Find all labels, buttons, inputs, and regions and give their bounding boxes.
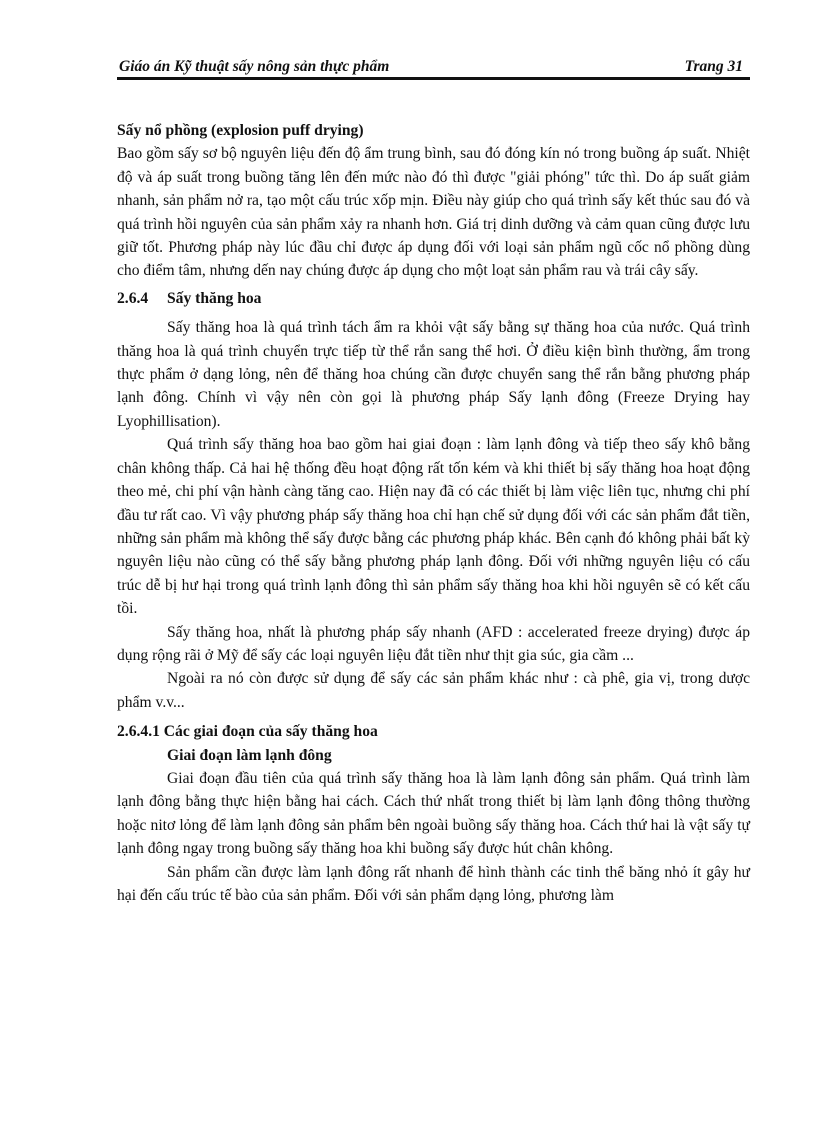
section-heading-2641: 2.6.4.1 Các giai đoạn của sấy thăng hoa [117, 723, 378, 741]
section-number: 2.6.4 [117, 289, 149, 307]
page-number: Trang 31 [684, 58, 743, 75]
paragraph: Sấy thăng hoa là quá trình tách ẩm ra khỏi vật sấy bằng sự thăng hoa của nước. Quá trình thăng hoa là quá trình chuyển trực tiếp từ thể rắn sang thể hơi. Ở điều kiện bình thường, ẩm trong thực phẩm ở dạng lỏng, nên để thăng hoa chúng cần được chuyển sang thể rắn bằng phương pháp lạnh đông. Chính vì vậy nên còn gọi là phương pháp Sấy lạnh đông (Freeze Drying hay Lyophillisation). [117, 319, 750, 430]
header-divider [117, 77, 750, 80]
paragraph: Giai đoạn đầu tiên của quá trình sấy thăng hoa là làm lạnh đông sản phẩm. Quá trình làm lạnh đông bằng thực hiện bằng hai cách. Cách thứ nhất trong thiết bị làm lạnh đông thông thường hoặc nitơ lỏng để làm lạnh đông sản phẩm bên ngoài buồng sấy thăng hoa. Cách thứ hai là vật sấy tự lạnh đông ngay trong buồng sấy thăng hoa khi buồng sấy được hút chân không. [117, 769, 750, 858]
paragraph: Sấy thăng hoa, nhất là phương pháp sấy nhanh (AFD : accelerated freeze drying) được áp dụng rộng rãi ở Mỹ để sấy các loại nguyên liệu đắt tiền như thịt gia súc, gia cầm ... [117, 623, 750, 664]
puff-drying-heading: Sấy nổ phồng (explosion puff drying) [117, 122, 364, 139]
page-body [117, 119, 750, 907]
subsection-heading-freezing: Giai đoạn làm lạnh đông [167, 746, 332, 764]
section-heading-264 [117, 287, 750, 310]
page-header [117, 56, 749, 78]
paragraph: Ngoài ra nó còn được sử dụng để sấy các sản phẩm khác như : cà phê, gia vị, trong dược phẩm v.v... [117, 670, 750, 711]
section-title: Sấy thăng hoa [167, 289, 262, 307]
paragraph: Sản phẩm cần được làm lạnh đông rất nhanh để hình thành các tinh thể băng nhỏ ít gây hư hại đến cấu trúc tế bào của sản phẩm. Đối với sản phẩm dạng lỏng, phương làm [117, 863, 750, 904]
paragraph: Quá trình sấy thăng hoa bao gồm hai giai đoạn : làm lạnh đông và tiếp theo sấy khô bằng chân không thấp. Cả hai hệ thống đều hoạt động rất tốn kém và khi thiết bị sấy thăng hoa hoạt động theo mẻ, chi phí vận hành càng tăng cao. Hiện nay đã có các thiết bị làm việc liên tục, nhưng chi phí đầu tư rất cao. Vì vậy phương pháp sấy thăng hoa chỉ hạn chế sử dụng đối với các sản phẩm đắt tiền, những sản phẩm mà không thể sấy được bằng các phương pháp khác. Bên cạnh đó không phải bất kỳ nguyên liệu nào cũng có thể sấy bằng phương pháp lạnh đông. Đối với những nguyên liệu có cấu trúc dễ bị hư hại trong quá trình lạnh đông thì sản phẩm sấy thăng hoa khi hồi nguyên sẽ có kết cấu tồi. [117, 436, 750, 618]
puff-drying-paragraph: Bao gồm sấy sơ bộ nguyên liệu đến độ ẩm trung bình, sau đó đóng kín nó trong buồng áp suất. Nhiệt độ và áp suất trong buồng tăng lên đến mức nào đó thì được "giải phóng" tức thì. Do áp suất giảm nhanh, sản phẩm nở ra, tạo một cấu trúc xốp mịn. Điều này giúp cho quá trình sấy kết thúc sau đó và quá trình hồi nguyên của sản phẩm xảy ra nhanh hơn. Giá trị dinh dưỡng và cảm quan cũng được lưu giữ tốt. Phương pháp này lúc đầu chỉ được áp dụng đối với loại sản phẩm ngũ cốc nổ phồng dùng cho điểm tâm, nhưng dến nay chúng được áp dụng cho một loạt sản phẩm rau và trái cây sấy. [117, 145, 750, 280]
document-title: Giáo án Kỹ thuật sấy nông sản thực phẩm [119, 58, 390, 75]
